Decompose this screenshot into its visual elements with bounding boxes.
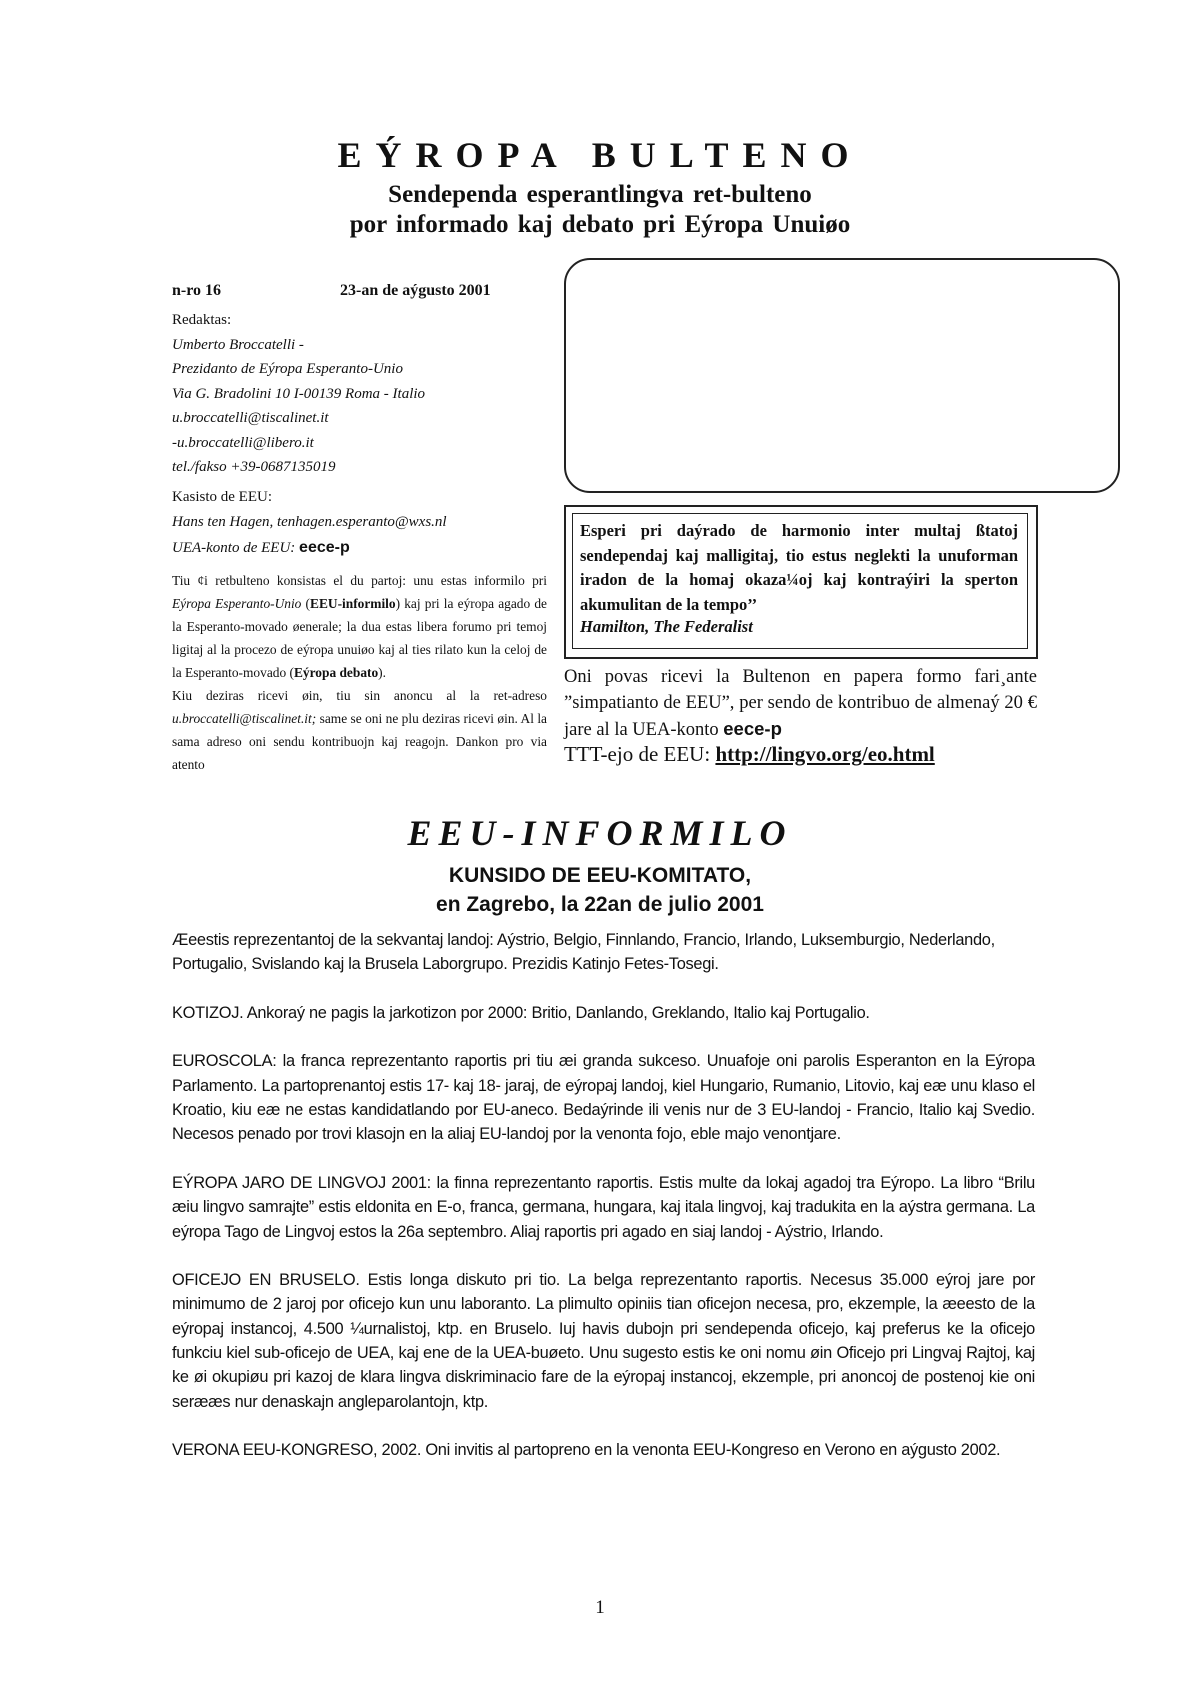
bulletin-subtitle-line1: Sendependa esperantlingva ret-bulteno: [388, 181, 812, 208]
website-line: [564, 742, 935, 767]
paper-subscription-note: [564, 664, 1037, 743]
paragraph-language-year: EÝROPA JARO DE LINGVOJ 2001: la finna reprezentanto raportis. Estis multe da lokaj agadoj tra Eýropo. La libro “Brilu æiu lingvo samrajte” estis eldonita en E-o, franca, germana, hungara, kaj itala lingvoj, kaj tradukita en la aýstra germana. La eýropa Tago de Lingvoj estos la 26a septembro. Aliaj raportis pri agado en siaj landoj - Aýstrio, Irlando.: [172, 1173, 1035, 1241]
intro-text: [172, 569, 547, 776]
paragraph-brussels-office: OFICEJO EN BRUSELO. Estis longa diskuto pri tio. La belga reprezentanto raportis. Necesus 35.000 eýroj jare por minimumo de 2 jaroj por oficejo kun unu laboranto. La plimulto opiniis tian oficejon necesa, pro, ekzemple, la æeesto de la eýropaj instancoj, 4.500 ¼urnalistoj, ktp. en Bruselo. Iuj havis dubojn pri sendependa oficejo, kaj preferus ke la oficejo funkciu kiel sub-oficejo de UEA, kaj ene de la UEA-buøeto. Unu sugesto estis ke oni nomu øin Oficejo pri Lingvaj Rajtoj, kaj ke øi okupiøu pri kazoj de klara lingva diskriminacio fare de la eýropaj instancoj, ekzemple, pri anoncoj de postenoj kie oni serææs nur denaskajn angleparolantojn, ktp.: [172, 1271, 1035, 1411]
intro-part-two-name: Eýropa debato: [293, 665, 379, 680]
treasurer-contact[interactable]: Hans ten Hagen, tenhagen.esperanto@wxs.nl: [172, 514, 447, 530]
intro-part-one-name: EEU-informilo: [310, 596, 396, 611]
masthead-frame: [564, 258, 1120, 493]
paper-note-account: eece-p: [723, 718, 782, 739]
editor-email-secondary[interactable]: -u.broccatelli@libero.it: [172, 435, 314, 451]
intro-org-name: Eýropa Esperanto-Unio: [172, 596, 302, 611]
website-link[interactable]: http://lingvo.org/eo.html: [715, 742, 935, 766]
treasurer-account-label: UEA-konto de EEU:: [172, 540, 300, 556]
page-number: 1: [595, 1597, 605, 1618]
editor-label: Redaktas:: [172, 312, 232, 328]
intro-text-run: ) kaj pri la eýropa agado de la Esperanto-movado øenerale; la dua estas libera forumo pri temoj ligitaj al la procezo de eýropa unuiøo kaj al ties rilato kun la celoj de la Esperanto-movado (: [172, 596, 548, 680]
intro-text-run: ).: [378, 665, 386, 680]
treasurer-account-code: eece-p: [299, 539, 350, 556]
bulletin-subtitle-line2: por informado kaj debato pri Eýropa Unuiøo: [349, 211, 851, 238]
bulletin-title: EÝROPA BULTENO: [337, 135, 863, 175]
editor-phone: tel./fakso +39-0687135019: [172, 459, 336, 475]
intro-paragraph-1: [172, 569, 547, 684]
issue-date: 23-an de aýgusto 2001: [340, 282, 491, 299]
intro-paragraph-2: [172, 684, 547, 776]
paragraph-attendance: Æeestis reprezentantoj de la sekvantaj landoj: Aýstrio, Belgio, Finnlando, Francio, Irlando, Luksemburgio, Nederlando, Portugalio, Svislando kaj la Brusela Laborgrupo. Prezidis Katinjo Fetes-Tosegi.: [172, 931, 995, 974]
section-subtitle-2: en Zagrebo, la 22an de julio 2001: [436, 893, 764, 916]
quote-author: Hamilton, The Federalist: [580, 617, 753, 636]
paragraph-euroscola: EUROSCOLA: la franca reprezentanto raportis pri tiu æi granda sukceso. Unuafoje oni parolis Esperanton en la Eýropa Parlamento. La partoprenantoj estis 17- kaj 18- jaraj, de eýropaj landoj, kiel Hungario, Rumanio, Litovio, kaj eæ unu klaso el Kroatio, kiu eæ ne estas kandidatlando por EU-aneco. Bedaýrinde ili venis nur de 3 EU-landoj - Francio, Italio kaj Svedio. Necesos penado por trovi klasojn en la aliaj EU-landoj por la venonta fojo, eble majo venontjare.: [172, 1052, 1035, 1144]
editor-name: Umberto Broccatelli -: [172, 337, 304, 353]
paragraph-verona-congress: VERONA EEU-KONGRESO, 2002. Oni invitis al partopreno en la venonta EEU-Kongreso en Verono en aýgusto 2002.: [172, 1441, 1001, 1460]
editor-role: Prezidanto de Eýropa Esperanto-Unio: [172, 361, 403, 377]
section-title: EEU-INFORMILO: [407, 813, 793, 853]
treasurer-account: [172, 539, 350, 557]
intro-text-run: (: [301, 596, 311, 611]
issue-number: n-ro 16: [172, 282, 222, 299]
editor-email-primary[interactable]: u.broccatelli@tiscalinet.it: [172, 410, 329, 426]
quote-text: Esperi pri daýrado de harmonio inter multaj ßtatoj sendependaj kaj malligitaj, tio estus neglekti la unuforman iradon de la homaj okaza¼oj kaj kontraýiri la sperton akumulitan de la tempo’’: [580, 521, 1018, 614]
intro-subscribe-email[interactable]: u.broccatelli@tiscalinet.it;: [172, 711, 317, 726]
article-body: [172, 928, 1035, 1487]
intro-text-run: same se oni ne plu deziras ricevi øin. Al la sama adreso oni sendu kontribuojn kaj reagojn. Dankon pro via atento: [172, 711, 547, 772]
intro-text-run: Tiu ¢i retbulteno konsistas el du partoj: unu estas informilo pri: [172, 573, 547, 588]
treasurer-label: Kasisto de EEU:: [172, 489, 272, 505]
section-subtitle-1: KUNSIDO DE EEU-KOMITATO,: [448, 864, 752, 887]
website-label: TTT-ejo de EEU:: [564, 742, 716, 766]
paragraph-fees: KOTIZOJ. Ankoraý ne pagis la jarkotizon por 2000: Britio, Danlando, Greklando, Italio kaj Portugalio.: [172, 1003, 870, 1022]
paper-note-text: Oni povas ricevi la Bultenon en papera formo fari¸ante ”simpatianto de EEU”, per sendo de kontribuo de almenaý 20 € jare al la UEA-konto: [564, 667, 1037, 740]
editor-address: Via G. Bradolini 10 I-00139 Roma - Italio: [172, 386, 426, 402]
intro-text-run: Kiu deziras ricevi øin, tiu sin anoncu al la ret-adreso: [172, 688, 547, 703]
